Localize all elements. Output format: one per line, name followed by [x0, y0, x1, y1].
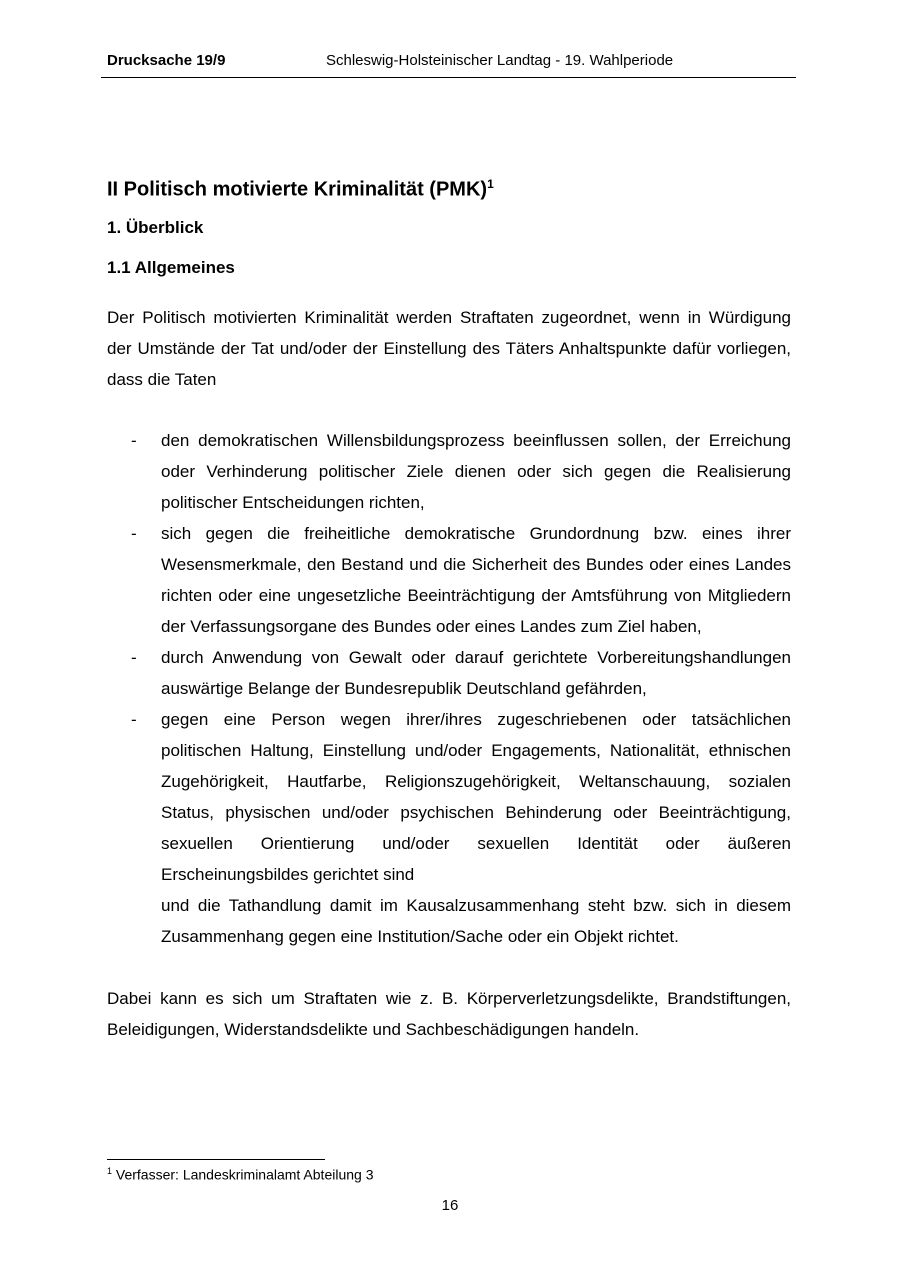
list-item-text: den demokratischen Willensbildungsprozess beeinflussen sollen, der Erreichung oder Verhinderung politischer Ziele dienen oder sich gegen die Realisierung politischer Entscheidungen richten, [161, 430, 791, 512]
section-title-text: II Politisch motivierte Kriminalität (PMK) [107, 178, 488, 201]
footnote-marker: 1 [107, 1166, 113, 1176]
criteria-list [107, 425, 791, 890]
list-item-text: durch Anwendung von Gewalt oder darauf gerichtete Vorbereitungshandlungen auswärtige Belange der Bundesrepublik Deutschland gefährden, [161, 647, 791, 698]
document-number: Drucksache 19/9 [107, 52, 226, 69]
list-continuation: und die Tathandlung damit im Kausalzusammenhang steht bzw. sich in diesem Zusammenhang gegen eine Institution/Sache oder ein Objekt richtet. [161, 895, 791, 946]
section-title [107, 170, 791, 204]
intro-paragraph: Der Politisch motivierten Kriminalität werden Straftaten zugeordnet, wenn in Würdigung der Umstände der Tat und/oder der Einstellung des Täters Anhaltspunkte dafür vorliegen, dass die Taten [107, 307, 791, 389]
parliament-title: Schleswig-Holsteinischer Landtag - 19. Wahlperiode [326, 52, 674, 69]
main-content [107, 170, 791, 1045]
footnote [107, 1166, 374, 1183]
list-item [107, 704, 791, 890]
page-number: 16 [441, 1197, 459, 1214]
bullet-dash: - [131, 523, 137, 543]
bullet-dash: - [131, 709, 137, 729]
bullet-dash: - [131, 430, 137, 450]
subsection-general: 1.1 Allgemeines [107, 257, 235, 277]
footnote-divider [107, 1159, 325, 1160]
subsection-overview: 1. Überblick [107, 217, 204, 237]
list-item [107, 518, 791, 642]
footnote-text: Verfasser: Landeskriminalamt Abteilung 3 [112, 1166, 374, 1183]
page-header [101, 52, 796, 78]
list-item [107, 425, 791, 518]
list-item [107, 642, 791, 704]
closing-paragraph: Dabei kann es sich um Straftaten wie z. B. Körperverletzungsdelikte, Brandstiftungen, Beleidigungen, Widerstandsdelikte und Sachbeschädigungen handeln. [107, 988, 791, 1039]
list-item-text: sich gegen die freiheitliche demokratische Grundordnung bzw. eines ihrer Wesensmerkmale, den Bestand und die Sicherheit des Bundes oder eines Landes richten oder eine ungesetzliche Beeinträchtigung der Amtsführung von Mitgliedern der Verfassungsorgane des Bundes oder eines Landes zum Ziel haben, [161, 523, 791, 636]
footnote-reference: 1 [487, 177, 494, 191]
list-item-text: gegen eine Person wegen ihrer/ihres zugeschriebenen oder tatsächlichen politischen Haltung, Einstellung und/oder Engagements, Nationalität, ethnischen Zugehörigkeit, Hautfarbe, Religionszugehörigkeit, Weltanschauung, sozialen Status, physischen und/oder psychischen Behinderung oder Beeinträchtigung, sexuellen Orientierung und/oder sexuellen Identität oder äußeren Erscheinungsbildes gerichtet sind [161, 709, 791, 884]
bullet-dash: - [131, 647, 137, 667]
